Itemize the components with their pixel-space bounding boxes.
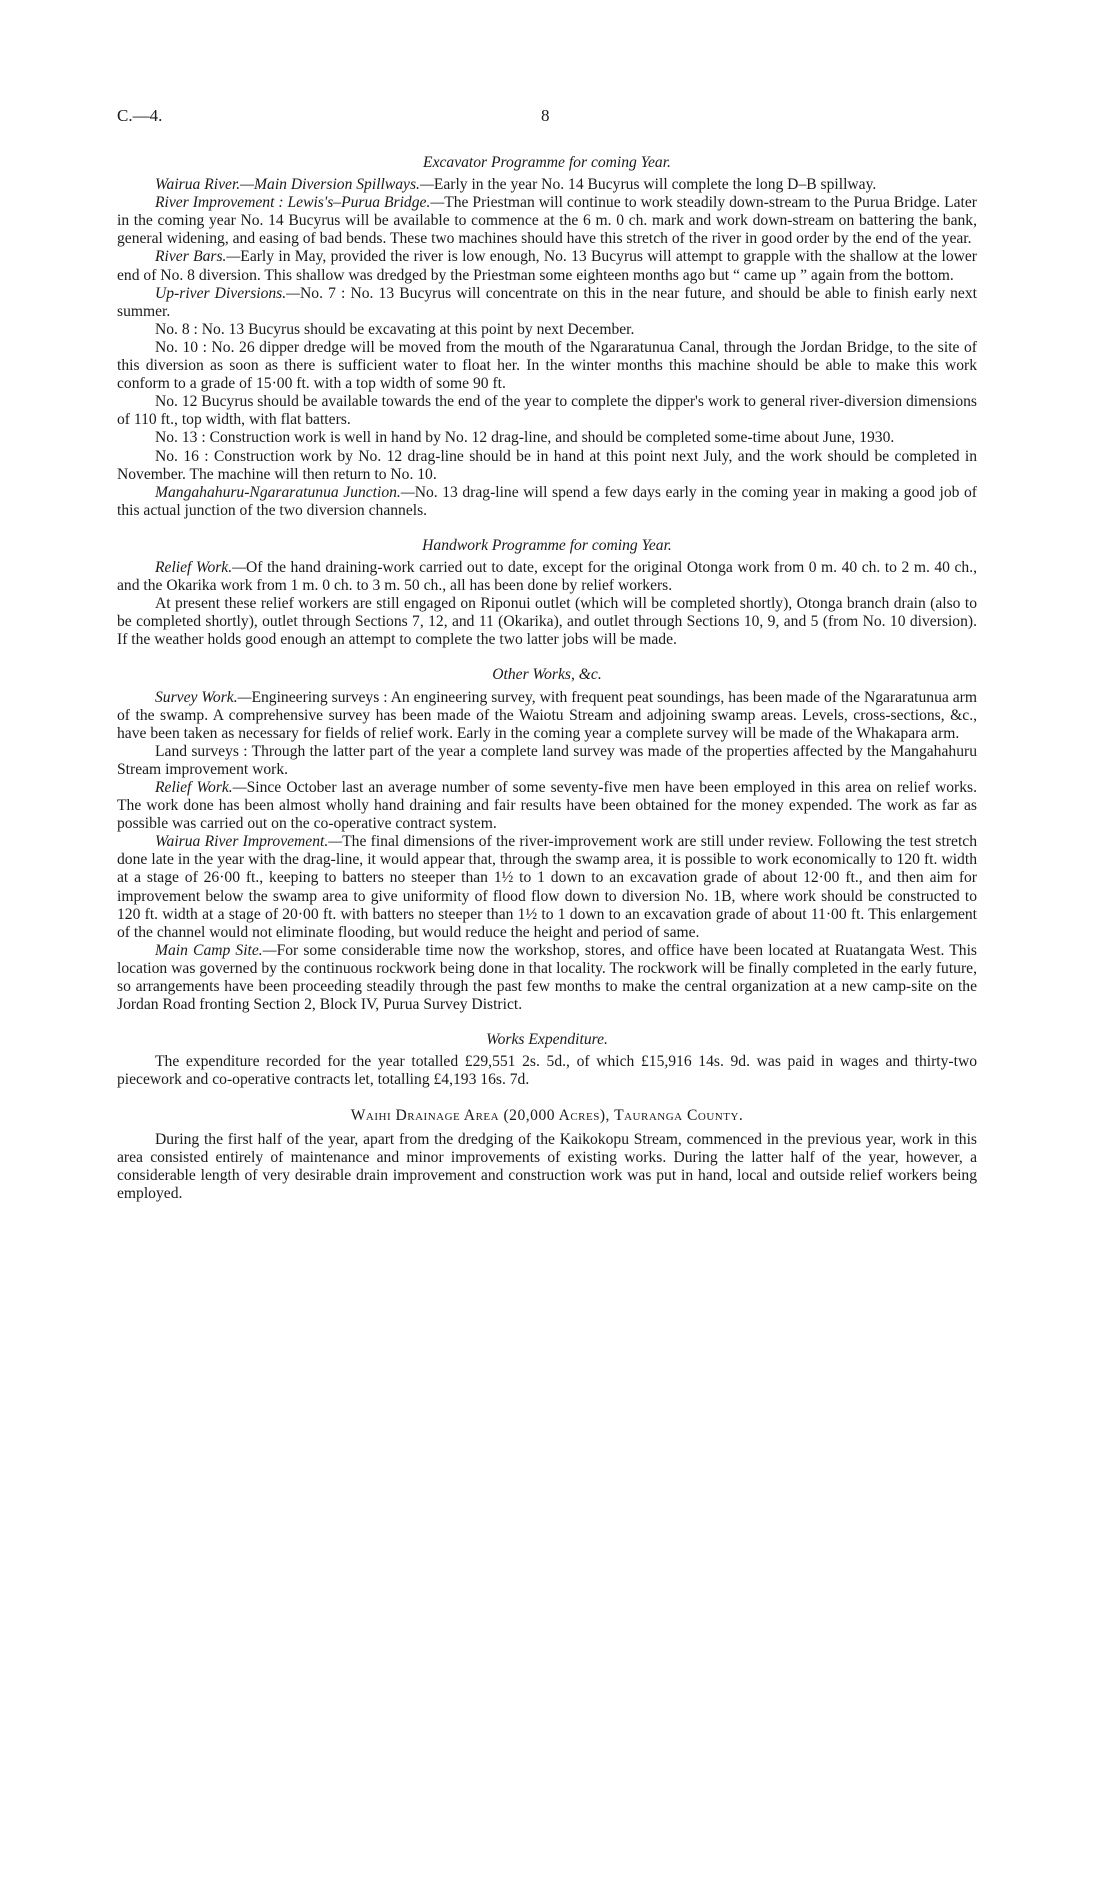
paragraph-text: No. 12 Bucyrus should be available towards the end of the year to complete the dipper's work to general river-diversion dimensions of 110 ft., top width, with flat batters. [117,393,977,429]
paragraph-lead: Mangahahuru-Ngararatunua Junction.— [155,483,415,501]
paragraph-text: At present these relief workers are still engaged on Riponui outlet (which will be completed shortly), Otonga branch drain (also to be completed shortly), outlet through Sections 7, 12, and 11 (Okarika), and outlet through Sections 10, 9, and 5 (from No. 10 diversion). If the weather holds good enough an attempt to complete the two latter jobs will be made. [117,595,977,649]
paragraph [117,448,977,484]
section-title: Works Expenditure. [486,1031,608,1049]
document-code: C.—4. [117,106,163,125]
paragraph-lead: Survey Work.— [155,688,252,706]
paragraph [117,942,977,1014]
section-title: Excavator Programme for coming Year. [423,154,671,171]
page-number: 8 [541,106,550,125]
paragraph-text: Early in the year No. 14 Bucyrus will complete the long D–B spillway. [433,176,877,194]
paragraph-lead: River Improvement : Lewis's–Purua Bridge.— [155,194,445,212]
paragraph [117,484,977,520]
paragraph-lead: Up-river Diversions.— [155,284,301,302]
paragraph-text: No. 16 : Construction work by No. 12 drag-line should be in hand at this point next July, and the work should be completed in November. The machine will then return to No. 10. [117,447,977,483]
paragraph-lead: Relief Work.— [155,779,247,796]
paragraph-text: No. 8 : No. 13 Bucyrus should be excavating at this point by next December. [155,320,635,338]
section-title: Other Works, &c. [492,666,602,684]
paragraph-text: No. 13 : Construction work is well in hand by No. 12 drag-line, and should be completed some-time about June, 1930. [155,429,895,447]
paragraph-lead: River Bars.— [155,248,241,266]
paragraph-text: During the first half of the year, apart from the dredging of the Kaikokopu Stream, commenced in the previous year, work in this area consisted entirely of maintenance and minor improvements of existing works. During the latter half of the year, however, a considerable length of very desirable drain improvement and construction work was put in hand, local and outside relief workers being employed. [117,1130,977,1202]
paragraph-text: No. 7 : No. 13 Bucyrus will concentrate on this in the near future, and should be able to finish early next summer. [117,284,977,320]
paragraph-text: Land surveys : Through the latter part of the year a complete land survey was made of the properties affected by the Mangahahuru Stream improvement work. [117,742,977,778]
paragraph-text: For some considerable time now the workshop, stores, and office have been located at Ruatangata West. This location was governed by the continuous rockwork being done in that locality. The rockwork will be finally completed in the early future, so arrangements have been proceeding steadily through the past few months to make the central organization at a new camp-site on the Jordan Road fronting Section 2, Block IV, Purua Survey District. [117,941,977,1014]
paragraph-text: Engineering surveys : An engineering survey, with frequent peat soundings, has been made of the Ngararatunua arm of the swamp. A comprehensive survey has been made of the Waiotu Stream and adjoining swamp areas. Levels, cross-sections, &c., have been taken as necessary for fields of relief work. Early in the coming year a complete survey will be made of the Whakapara arm. [117,688,977,742]
paragraph [117,1131,977,1203]
paragraph [117,833,977,942]
paragraph [117,176,977,194]
paragraph-text: Of the hand draining-work carried out to date, except for the original Otonga work from 0 m. 40 ch. to 2 m. 40 ch., and the Okarika work from 1 m. 0 ch. to 3 m. 50 ch., all has been done by relief workers. [117,558,977,595]
paragraph-lead: Main Camp Site.— [155,941,277,959]
paragraph [117,595,977,649]
paragraph-text: Since October last an average number of some seventy-five men have been employed in this area on relief works. The work done has been almost wholly hand draining and fair results have been obtained for the money expended. The work as far as possible was carried out on the co-operative contract system. [117,779,977,833]
paragraph-lead: Relief Work.— [155,558,246,576]
paragraph-lead: Wairua River.—Main Diversion Spillways.— [155,176,434,194]
section-title: Waihi Drainage Area (20,000 Acres), Tauranga County. [350,1106,744,1124]
paragraph [117,248,977,284]
paragraph-text: The Priestman will continue to work steadily down-stream to the Purua Bridge. Later in the coming year No. 14 Bucyrus will be available to commence at the 6 m. 0 ch. mark and work down-stream on battering the bank, general widening, and easing of bad bends. These two machines should have this stretch of the river in good order by the end of the year. [117,194,977,248]
paragraph [117,194,977,248]
paragraph-text: The final dimensions of the river-improvement work are still under review. Following the test stretch done late in the year with the drag-line, it would appear that, through the swamp area, it is possible to work economically to 120 ft. width at a stage of 26·00 ft., keeping to batters no steeper than 1½ to 1 down to an excavation grade of about 12·00 ft., and then aim for improvement below the swamp area to give uniformity of flood flow down to diversion No. 1B, where work should be constructed to 120 ft. width at a stage of 20·00 ft. with batters no steeper than 1½ to 1 down to an excavation grade of about 11·00 ft. This enlargement of the channel would not eliminate flooding, but would reduce the height and period of same. [117,833,977,941]
paragraph [117,559,977,595]
paragraph [117,285,977,321]
paragraph [117,429,977,447]
paragraph [117,339,977,393]
paragraph-lead: Wairua River Improvement.— [155,833,343,851]
paragraph-text: No. 13 drag-line will spend a few days early in the coming year in making a good job of this actual junction of the two diversion channels. [117,483,977,519]
paragraph [117,393,977,429]
paragraph [117,1053,977,1089]
paragraph-text: No. 10 : No. 26 dipper dredge will be moved from the mouth of the Ngararatunua Canal, through the Jordan Bridge, to the site of this diversion as soon as there is sufficient water to float her. In the winter months this machine should be able to make this work conform to a grade of 15·00 ft. with a top width of some 90 ft. [117,338,977,393]
document-body [117,154,977,1203]
paragraph [117,779,977,833]
paragraph-text: Early in May, provided the river is low enough, No. 13 Bucyrus will attempt to grapple with the shallow at the lower end of No. 8 diversion. This shallow was dredged by the Priestman some eighteen months ago but “ came up ” again from the bottom. [117,248,978,284]
paragraph [117,743,977,779]
paragraph-text: The expenditure recorded for the year totalled £29,551 2s. 5d., of which £15,916 14s. 9d. was paid in wages and thirty-two piecework and co-operative contracts let, totalling £4,193 16s. 7d. [117,1053,977,1089]
paragraph [117,689,977,743]
section-title: Handwork Programme for coming Year. [422,536,672,554]
paragraph [117,321,977,339]
